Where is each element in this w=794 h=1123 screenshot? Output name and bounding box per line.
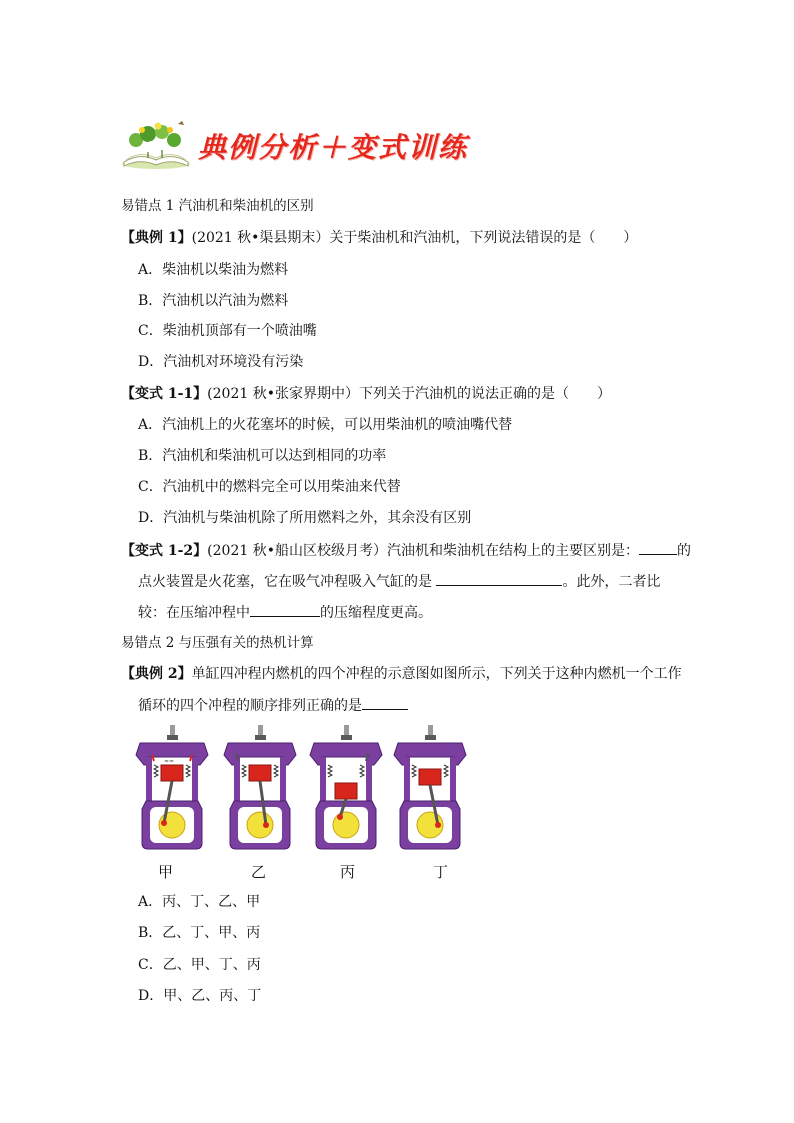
engine-label-yi: 乙 <box>251 863 267 881</box>
svg-text:≈≈: ≈≈ <box>164 758 175 765</box>
option-a: A．柴油机以柴油为燃料 <box>138 262 289 278</box>
question-text: 较：在压缩冲程中 <box>138 605 250 621</box>
question-text: (2021 秋•张家界期中）下列关于汽油机的说法正确的是（ ） <box>207 386 611 402</box>
question-text: 单缸四冲程内燃机的四个冲程的示意图如图所示，下列关于这种内燃机一个工作 <box>191 666 682 682</box>
option-c: C．汽油机中的燃料完全可以用柴油来代替 <box>138 479 401 495</box>
engine-label-bing: 丙 <box>340 863 356 881</box>
answer-blank[interactable] <box>250 602 320 617</box>
question-2 <box>121 384 611 404</box>
question-tag: 【变式 1-1】 <box>121 386 208 402</box>
answer-blank[interactable] <box>639 540 677 555</box>
option-b: B．汽油机和柴油机可以达到相同的功率 <box>138 448 387 464</box>
option-c: C．乙、甲、丁、丙 <box>138 957 261 973</box>
engine-bing <box>310 725 382 849</box>
question-text: 循环的四个冲程的顺序排列正确的是 <box>138 698 362 714</box>
question-text: (2021 秋•船山区校级月考）汽油机和柴油机在结构上的主要区别是： <box>207 543 639 559</box>
question-3-line-2 <box>138 571 660 592</box>
four-stroke-engine-figure <box>132 725 472 850</box>
question-text: 点火装置是火花塞，它在吸气冲程吸入气缸的是 <box>138 574 432 590</box>
open-book-flowers-icon <box>118 118 194 170</box>
option-b: B．乙、丁、甲、丙 <box>138 925 261 941</box>
engine-label-jia: 甲 <box>158 863 174 881</box>
question-text: 的 <box>676 543 691 559</box>
answer-blank[interactable] <box>362 695 408 710</box>
banner-title: 典例分析＋变式训练 <box>198 131 469 164</box>
option-d: D．汽油机对环境没有污染 <box>138 354 304 370</box>
section-heading-1: 易错点 1 汽油机和柴油机的区别 <box>121 198 314 214</box>
question-4 <box>121 664 682 684</box>
question-tag: 【典例 1】 <box>121 230 192 246</box>
question-3-line-3 <box>138 602 432 623</box>
question-text: (2021 秋•渠县期末）关于柴油机和汽油机，下列说法错误的是（ ） <box>191 230 638 246</box>
option-a: A．丙、丁、乙、甲 <box>138 894 261 910</box>
question-tag: 【典例 2】 <box>121 666 192 682</box>
question-1 <box>121 228 637 248</box>
engine-yi <box>224 725 296 849</box>
question-text: 的压缩程度更高。 <box>320 605 432 621</box>
engine-jia <box>136 725 208 849</box>
option-d: D．甲、乙、丙、丁 <box>138 988 262 1004</box>
section-heading-2: 易错点 2 与压强有关的热机计算 <box>121 635 314 651</box>
option-b: B．汽油机以汽油为燃料 <box>138 293 289 309</box>
engine-label-ding: 丁 <box>433 863 449 881</box>
option-c: C．柴油机顶部有一个喷油嘴 <box>138 323 317 339</box>
question-3 <box>121 540 691 561</box>
question-4-line-2 <box>138 695 408 716</box>
question-tag: 【变式 1-2】 <box>121 543 208 559</box>
question-text: 。此外，二者比 <box>562 574 661 590</box>
answer-blank[interactable] <box>436 571 562 586</box>
option-d: D．汽油机与柴油机除了所用燃料之外，其余没有区别 <box>138 510 472 526</box>
engine-ding <box>394 725 466 849</box>
option-a: A．汽油机上的火花塞坏的时候，可以用柴油机的喷油嘴代替 <box>138 417 513 433</box>
section-banner <box>118 118 478 170</box>
